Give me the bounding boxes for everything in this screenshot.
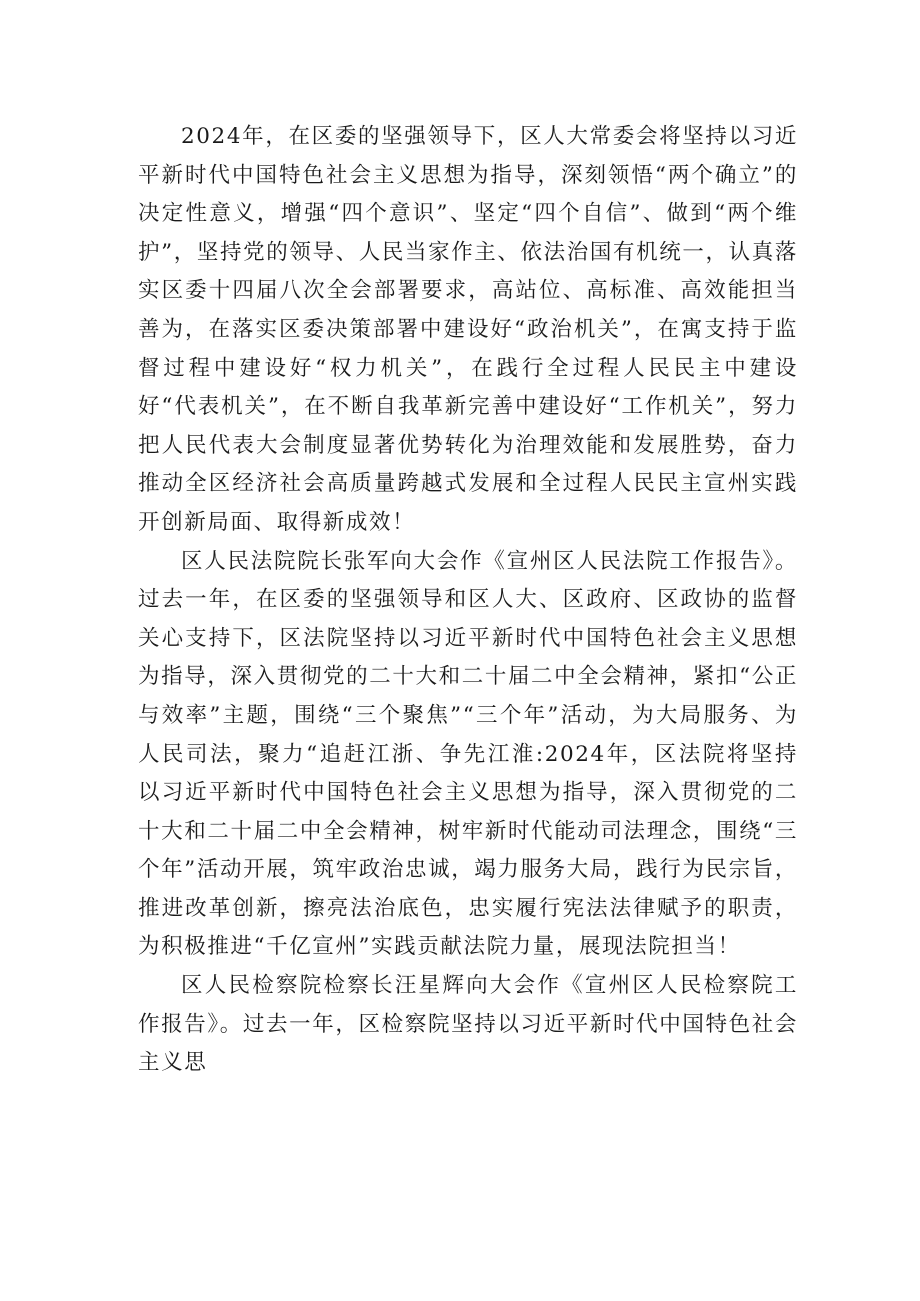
paragraph-court-report: 区人民法院院长张军向大会作《宣州区人民法院工作报告》。过去一年，在区委的坚强领导和区人大、区政府、区政协的监督关心支持下，区法院坚持以习近平新时代中国特色社会主义思想为指导，深入贯彻党的二十大和二十届二中全会精神，紧扣“公正与效率”主题，围绕“三个聚焦”“三个年”活动，为大局服务、为人民司法，聚力“追赶江浙、争先江淮:2024年，区法院将坚持以习近平新时代中国特色社会主义思想为指导，深入贯彻党的二十大和二十届二中全会精神，树牢新时代能动司法理念，围绕“三个年”活动开展，筑牢政治忠诚，竭力服务大局，践行为民宗旨，推进改革创新，擦亮法治底色，忠实履行宪法法律赋予的职责，为积极推进“千亿宣州”实践贡献法院力量，展现法院担当！ (138, 548, 798, 960)
paragraph-npc-standing-committee: 2024年，在区委的坚强领导下，区人大常委会将坚持以习近平新时代中国特色社会主义思想为指导，深刻领悟“两个确立”的决定性意义，增强“四个意识”、坚定“四个自信”、做到“两个维护”，坚持党的领导、人民当家作主、依法治国有机统一，认真落实区委十四届八次全会部署要求，高站位、高标准、高效能担当善为，在落实区委决策部署中建设好“政治机关”，在寓支持于监督过程中建设好“权力机关”，在践行全过程人民民主中建设好“代表机关”，在不断自我革新完善中建设好“工作机关”，努力把人民代表大会制度显著优势转化为治理效能和发展胜势，奋力推动全区经济社会高质量跨越式发展和全过程人民民主宣州实践开创新局面、取得新成效！ (138, 124, 798, 535)
document-body (138, 118, 798, 1083)
paragraph-procuratorate-report: 区人民检察院检察长汪星辉向大会作《宣州区人民检察院工作报告》。过去一年，区检察院坚持以习近平新时代中国特色社会主义思 (138, 973, 798, 1076)
